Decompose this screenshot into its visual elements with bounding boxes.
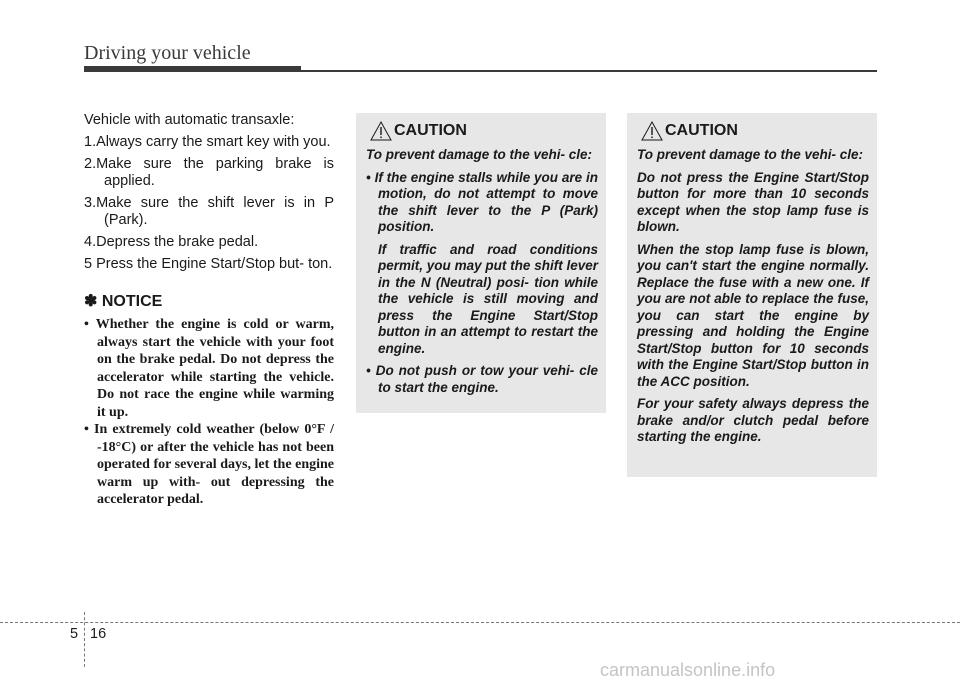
watermark: carmanualsonline.info bbox=[600, 660, 776, 680]
caution-bullet: • Do not push or tow your vehi- cle to start the engine. bbox=[366, 363, 598, 395]
notice-heading: ✽ NOTICE bbox=[84, 293, 163, 310]
caution-paragraph: For your safety always depress the brake and/or clutch pedal before starting the engine. bbox=[637, 396, 869, 444]
chapter-number: 5 bbox=[70, 626, 79, 642]
caution-paragraph: If traffic and road conditions permit, you may put the shift lever in the N (Neutral) posi- tion while the vehicle is still moving and press the Engine Start/Stop button in an attempt to restart the engine. bbox=[378, 241, 598, 356]
caution-intro: To prevent damage to the vehi- cle: bbox=[366, 147, 593, 162]
caution-title: CAUTION bbox=[665, 121, 738, 139]
page-number: 16 bbox=[90, 626, 107, 642]
footer-rule bbox=[0, 622, 960, 623]
caution-heading bbox=[366, 121, 598, 141]
header-rule-thin bbox=[301, 70, 877, 72]
caution-title: CAUTION bbox=[394, 121, 467, 139]
procedure-step: 1.Always carry the smart key with you. bbox=[84, 134, 331, 150]
procedure-step: 4.Depress the brake pedal. bbox=[84, 234, 259, 250]
notice-item: • In extremely cold weather (below 0°F / -18°C) or after the vehicle has not been operated for several days, let the engine warm up with- out depressing the accelerator pedal. bbox=[84, 422, 334, 507]
caution-box-stop-lamp bbox=[627, 113, 877, 477]
caution-heading bbox=[637, 121, 869, 141]
footer-tick-rule bbox=[84, 612, 85, 667]
caution-paragraph: When the stop lamp fuse is blown, you can't start the engine normally. Replace the fuse with a new one. If you are not able to replace the fuse, you can start the engine by pressing and holding the Engine Start/Stop button for 10 seconds with the Engine Start/Stop button in the ACC position. bbox=[637, 241, 869, 389]
procedure-step: 2.Make sure the parking brake is applied. bbox=[84, 156, 334, 189]
warning-triangle-icon bbox=[370, 121, 392, 141]
notice-item: • Whether the engine is cold or warm, always start the vehicle with your foot on the brake pedal. Do not depress the accelerator while starting the vehicle. Do not race the engine while warming it up. bbox=[84, 317, 334, 420]
procedure-intro: Vehicle with automatic transaxle: bbox=[84, 112, 295, 128]
header-rule-thick bbox=[84, 66, 301, 72]
start-procedure-column bbox=[84, 112, 334, 509]
caution-paragraph: Do not press the Engine Start/Stop button for more than 10 seconds except when the stop lamp fuse is blown. bbox=[637, 169, 869, 234]
page-header-title: Driving your vehicle bbox=[84, 42, 251, 64]
caution-paragraph: To prevent damage to the vehi- cle: bbox=[637, 147, 864, 162]
warning-triangle-icon bbox=[641, 121, 663, 141]
caution-bullet: • If the engine stalls while you are in motion, do not attempt to move the shift lever to the P (Park) position. bbox=[366, 169, 598, 234]
caution-box-stall bbox=[356, 113, 606, 413]
procedure-step: 5 Press the Engine Start/Stop but- ton. bbox=[84, 256, 333, 272]
procedure-step: 3.Make sure the shift lever is in P (Park). bbox=[84, 195, 334, 228]
